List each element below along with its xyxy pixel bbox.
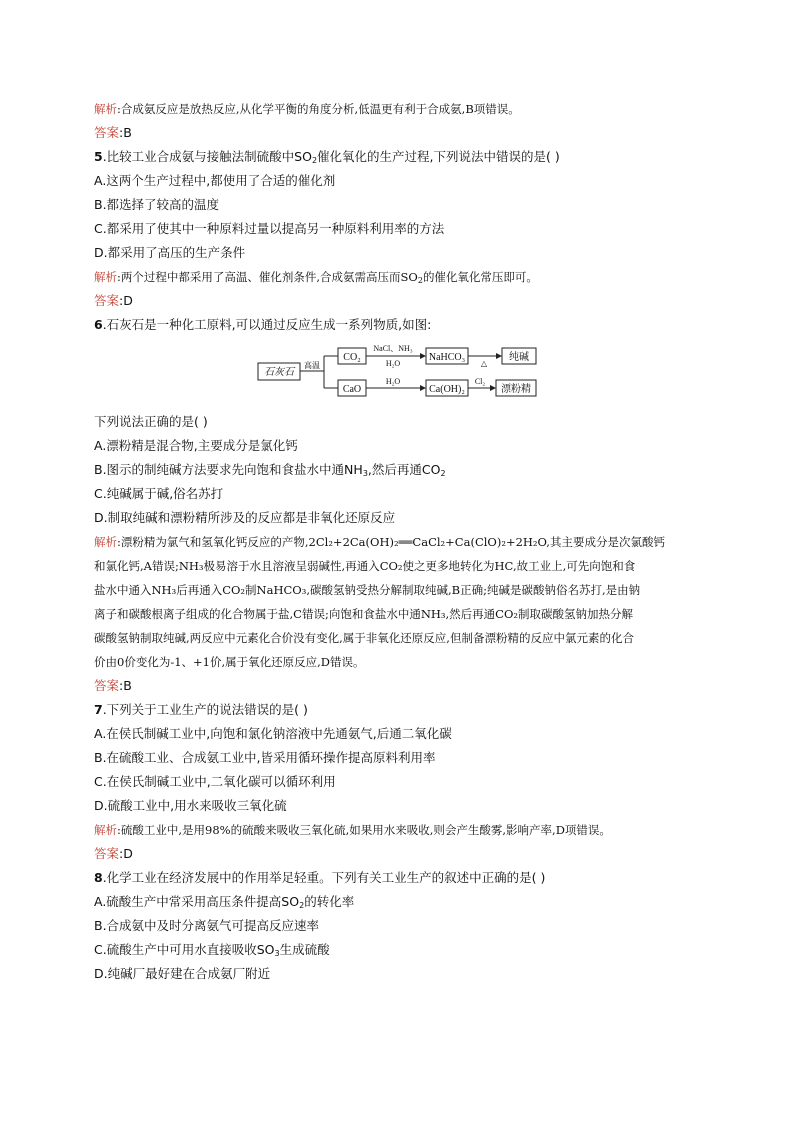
node-bleaching-powder: 漂粉精 xyxy=(501,384,531,395)
answer-label: 答案 xyxy=(94,125,120,140)
q6-answer: 答案:B xyxy=(94,678,132,693)
q5-stem: 5.比较工业合成氨与接触法制硫酸中$SO_2$催化氧化的生产过程,下列说法中错误的是( ) xyxy=(94,149,560,165)
q6-option-c[interactable]: C.纯碱属于碱,俗名苏打 xyxy=(94,486,224,501)
q6-analysis-line-2: 和氯化钙,A错误;NH₃极易溶于水且溶液呈弱碱性,再通入CO₂使之更多地转化为HC,故工业上,可先向饱和食 xyxy=(94,559,636,573)
q7-option-d[interactable]: D.硫酸工业中,用水来吸收三氧化硫 xyxy=(94,798,287,813)
q5-option-d[interactable]: D.都采用了高压的生产条件 xyxy=(94,245,246,260)
node-limestone: 石灰石 xyxy=(264,367,294,378)
cond-nacl-nh3: NaCl、NH₃ xyxy=(373,344,413,353)
q6-question: 下列说法正确的是( ) xyxy=(94,414,208,429)
q5-option-b[interactable]: B.都选择了较高的温度 xyxy=(94,197,220,212)
q7-option-a[interactable]: A.在侯氏制碱工业中,向饱和氯化钠溶液中先通氨气,后通二氧化碳 xyxy=(94,726,452,741)
q4-answer: 答案:B xyxy=(94,125,132,140)
cond-heat: △ xyxy=(480,359,488,368)
analysis-label: 解析 xyxy=(94,270,117,284)
q6-analysis-line-5: 碳酸氢钠制取纯碱,两反应中元素化合价没有变化,属于非氧化还原反应,但制备漂粉精的反应中氯元素的化合 xyxy=(94,631,634,645)
analysis-label: 解析 xyxy=(94,823,117,837)
q5-answer: 答案:D xyxy=(94,293,133,308)
analysis-label: 解析 xyxy=(94,535,117,549)
cond-high-temp: 高温 xyxy=(304,361,320,370)
cond-cl2: Cl₂ xyxy=(474,377,486,386)
node-caoh2: Ca(OH)₂ xyxy=(429,384,465,395)
limestone-reaction-diagram xyxy=(256,340,540,406)
q8-stem: 8.化学工业在经济发展中的作用举足轻重。下列有关工业生产的叙述中正确的是( ) xyxy=(94,870,546,885)
q6-analysis-line-3: 盐水中通入NH₃后再通入CO₂制NaHCO₃,碳酸氢钠受热分解制取纯碱,B正确;纯碱是碳酸钠俗名苏打,是由钠 xyxy=(94,583,641,597)
q7-option-b[interactable]: B.在硫酸工业、合成氨工业中,皆采用循环操作提高原料利用率 xyxy=(94,750,436,765)
q5-analysis: 解析:两个过程中都采用了高温、催化剂条件,合成氨需高压而$SO_2$的催化氧化常压即可。 xyxy=(94,270,538,285)
q6-analysis-line-1: 解析:漂粉精为氯气和氢氧化钙反应的产物,2Cl₂+2Ca(OH)₂══CaCl₂+Ca(ClO)₂+2H₂O,其主要成分是次氯酸钙 xyxy=(94,535,665,549)
node-co2: CO₂ xyxy=(343,352,361,363)
q6-option-d[interactable]: D.制取纯碱和漂粉精所涉及的反应都是非氧化还原反应 xyxy=(94,510,396,525)
q7-stem: 7.下列关于工业生产的说法错误的是( ) xyxy=(94,702,308,717)
q5-option-a[interactable]: A.这两个生产过程中,都使用了合适的催化剂 xyxy=(94,173,336,188)
analysis-label: 解析 xyxy=(94,102,117,116)
q8-option-b[interactable]: B.合成氨中及时分离氨气可提高反应速率 xyxy=(94,918,320,933)
answer-label: 答案 xyxy=(94,846,120,861)
q6-analysis-line-4: 离子和碳酸根离子组成的化合物属于盐,C错误;向饱和食盐水中通NH₃,然后再通CO₂制取碳酸氢钠加热分解 xyxy=(94,607,634,621)
q7-option-c[interactable]: C.在侯氏制碱工业中,二氧化碳可以循环利用 xyxy=(94,774,336,789)
node-soda-ash: 纯碱 xyxy=(509,352,529,363)
answer-label: 答案 xyxy=(94,678,120,693)
answer-label: 答案 xyxy=(94,293,120,308)
node-nahco3: NaHCO₃ xyxy=(428,352,466,363)
q8-option-d[interactable]: D.纯碱厂最好建在合成氨厂附近 xyxy=(94,966,271,981)
q7-answer: 答案:D xyxy=(94,846,133,861)
q6-option-b[interactable]: B.图示的制纯碱方法要求先向饱和食盐水中通$NH_3$,然后再通$CO_2$ xyxy=(94,462,446,478)
q6-option-a[interactable]: A.漂粉精是混合物,主要成分是氯化钙 xyxy=(94,438,298,453)
q6-stem: 6.石灰石是一种化工原料,可以通过反应生成一系列物质,如图: xyxy=(94,317,432,332)
q8-option-c[interactable]: C.硫酸生产中可用水直接吸收$SO_3$生成硫酸 xyxy=(94,942,330,958)
q4-analysis: 解析:合成氨反应是放热反应,从化学平衡的角度分析,低温更有利于合成氨,B项错误。 xyxy=(94,102,520,116)
node-cao: CaO xyxy=(342,384,362,395)
cond-h2o-1: H₂O xyxy=(385,359,401,368)
q5-option-c[interactable]: C.都采用了使其中一种原料过量以提高另一种原料利用率的方法 xyxy=(94,221,445,236)
cond-h2o-2: H₂O xyxy=(385,377,401,386)
q7-analysis: 解析:硫酸工业中,是用98%的硫酸来吸收三氧化硫,如果用水来吸收,则会产生酸雾,影响产率,D项错误。 xyxy=(94,823,611,837)
q6-analysis-line-6: 价由0价变化为-1、+1价,属于氧化还原反应,D错误。 xyxy=(94,655,365,669)
q8-option-a[interactable]: A.硫酸生产中常采用高压条件提高$SO_2$的转化率 xyxy=(94,894,355,910)
